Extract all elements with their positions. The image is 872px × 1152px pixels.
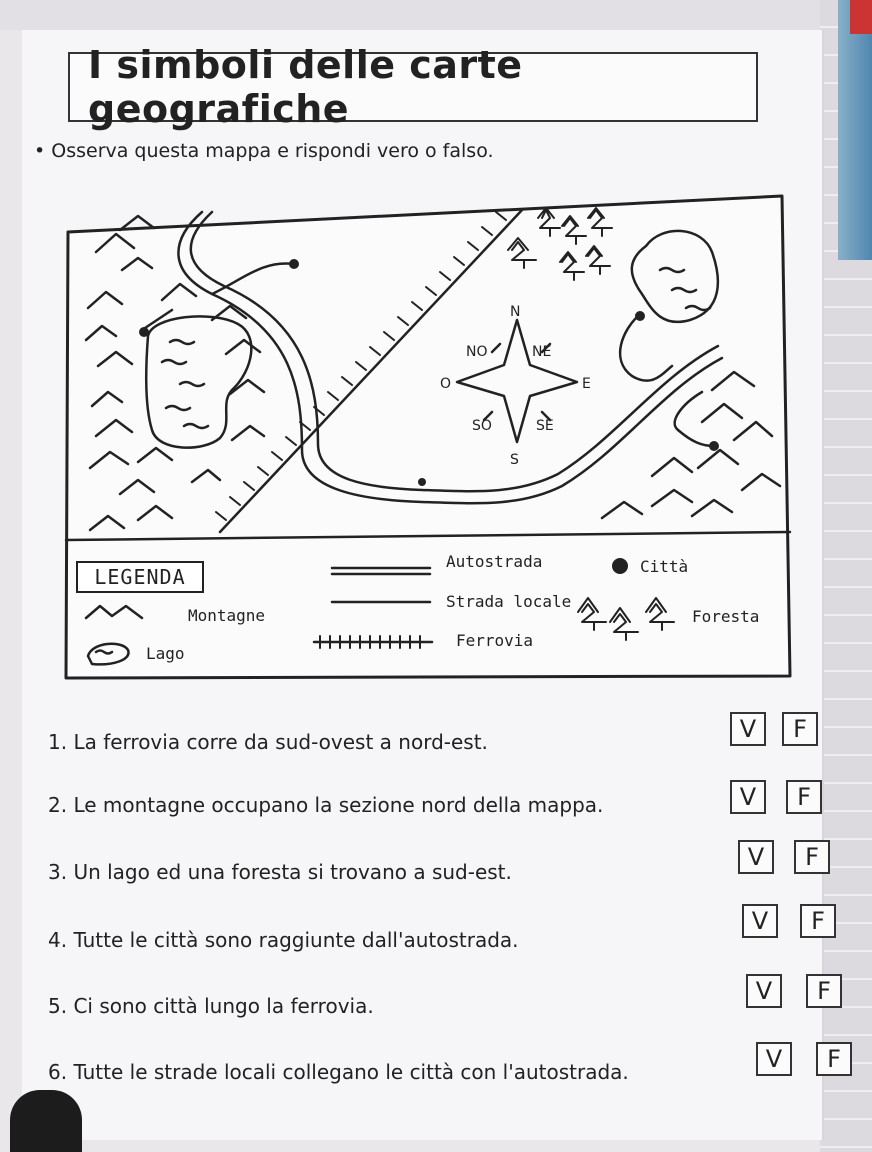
compass-no: NO: [466, 344, 488, 360]
legend-title: LEGENDA: [76, 561, 204, 593]
false-box-4[interactable]: F: [800, 904, 836, 938]
false-box-6[interactable]: F: [816, 1042, 852, 1076]
legend-montagne: Montagne: [188, 606, 266, 625]
legend-autostrada: Autostrada: [446, 552, 543, 571]
true-box-6[interactable]: V: [756, 1042, 792, 1076]
false-box-2[interactable]: F: [786, 780, 822, 814]
map: [62, 190, 792, 680]
true-box-3[interactable]: V: [738, 840, 774, 874]
city-dot: [635, 311, 645, 321]
compass-se: SE: [536, 418, 554, 434]
compass-ne: NE: [532, 344, 552, 360]
legend-citta: Città: [640, 557, 689, 576]
false-box-1[interactable]: F: [782, 712, 818, 746]
legend-foresta: Foresta: [692, 607, 760, 626]
legend-strada-locale: Strada locale: [446, 592, 572, 611]
compass-so: SO: [472, 418, 492, 434]
false-box-5[interactable]: F: [806, 974, 842, 1008]
question-5: 5. Ci sono città lungo la ferrovia.: [48, 994, 374, 1018]
compass-o: O: [440, 376, 452, 392]
false-box-3[interactable]: F: [794, 840, 830, 874]
pen-shadow: [10, 1090, 82, 1152]
city-dot: [289, 259, 299, 269]
compass-s: S: [510, 452, 519, 468]
true-box-2[interactable]: V: [730, 780, 766, 814]
question-4: 4. Tutte le città sono raggiunte dall'autostrada.: [48, 928, 519, 952]
legend-city-dot: [612, 558, 628, 574]
question-6: 6. Tutte le strade locali collegano le città con l'autostrada.: [48, 1060, 629, 1084]
city-dot: [709, 441, 719, 451]
title-box: [68, 43, 758, 131]
city-dot: [139, 327, 149, 337]
compass-n: N: [510, 304, 521, 320]
city-dot: [418, 478, 426, 486]
instruction-text: • Osserva questa mappa e rispondi vero o falso.: [34, 140, 494, 162]
legend-lago: Lago: [146, 644, 185, 663]
blue-tab: [838, 0, 872, 260]
red-tab: [850, 0, 872, 34]
question-3: 3. Un lago ed una foresta si trovano a sud-est.: [48, 860, 512, 884]
true-box-1[interactable]: V: [730, 712, 766, 746]
page-title: I simboli delle carte geografiche: [88, 43, 523, 131]
question-2: 2. Le montagne occupano la sezione nord della mappa.: [48, 793, 604, 817]
question-1: 1. La ferrovia corre da sud-ovest a nord-est.: [48, 730, 488, 754]
true-box-4[interactable]: V: [742, 904, 778, 938]
background-top: [0, 0, 872, 30]
legend-ferrovia: Ferrovia: [456, 631, 534, 650]
true-box-5[interactable]: V: [746, 974, 782, 1008]
compass-e: E: [582, 376, 591, 392]
